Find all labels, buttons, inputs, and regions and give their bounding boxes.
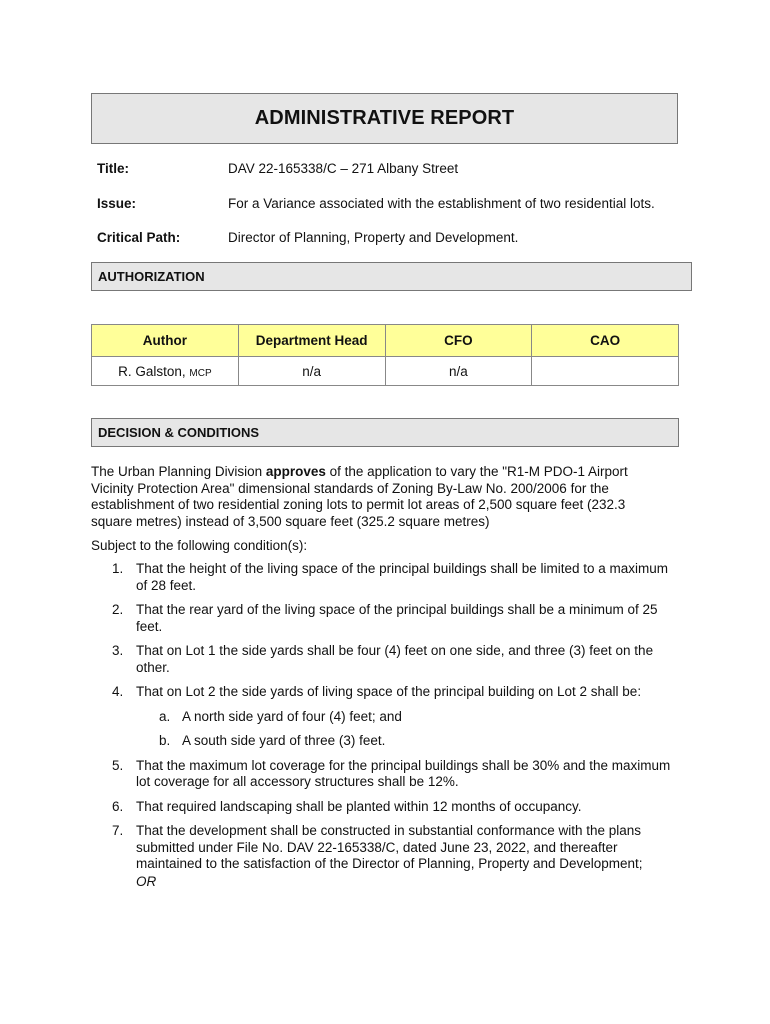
condition-item [91,561,681,594]
cao-header: CAO [532,325,679,357]
authorization-value-row [92,357,679,386]
sub-condition-text: A south side yard of three (3) feet. [182,733,386,748]
condition-number: 5. [112,757,124,773]
condition-text: That the height of the living space of the principal buildings shall be limited to a maximum of 28 feet. [136,561,669,593]
department-head-cell: n/a [238,357,385,386]
decision-intro [91,464,661,530]
sub-condition-item [136,733,681,750]
condition-item [91,684,681,750]
condition-item [91,758,681,791]
authorization-table [91,324,679,386]
condition-item [91,602,681,635]
critical-path-label: Critical Path: [97,230,181,245]
intro-approves: approves [265,464,326,479]
decision-paragraph [91,464,661,530]
sub-condition-text: A north side yard of four (4) feet; and [182,708,402,724]
condition-number: 3. [112,643,124,658]
condition-text: That on Lot 1 the side yards shall be four (4) feet on one side, and three (3) feet on the other. [136,643,654,675]
title-label: Title: [97,161,130,176]
authorization-header-row [92,325,679,357]
author-header: Author [92,325,239,357]
condition-number: 2. [112,602,124,617]
department-head-header: Department Head [238,325,385,357]
critical-path-value: Director of Planning, Property and Development. [228,230,519,245]
condition-item [91,823,681,890]
cfo-cell: n/a [385,357,532,386]
author-credential: MCP [189,367,212,379]
condition-text: That required landscaping shall be planted within 12 months of occupancy. [136,798,582,814]
condition-number: 6. [112,798,124,814]
author-cell [92,357,239,386]
cao-cell [532,357,679,386]
report-header-box [91,93,678,144]
condition-number: 1. [112,561,124,576]
issue-label: Issue: [97,196,137,211]
subject-line: Subject to the following condition(s): [91,538,308,553]
condition-text: That the rear yard of the living space of the principal buildings shall be a minimum of 25 feet. [136,602,658,634]
or-separator: OR [136,873,157,889]
issue-value: For a Variance associated with the establishment of two residential lots. [228,196,655,211]
authorization-section-title: AUTHORIZATION [91,262,692,291]
condition-item [91,799,681,816]
sub-condition-letter: b. [159,733,171,748]
cfo-header: CFO [385,325,532,357]
report-heading: ADMINISTRATIVE REPORT [254,107,515,129]
sub-condition-item [136,709,681,726]
intro-text-start: The Urban Planning Division [91,464,266,479]
condition-text: That the maximum lot coverage for the principal buildings shall be 30% and the maximum lot coverage for all accessory structures shall be 12%. [136,757,671,789]
decision-section-title: DECISION & CONDITIONS [91,418,679,447]
condition-text: That the development shall be constructed in substantial conformance with the plans submitted under File No. DAV 22-165338/C, dated June 23, 2022, and thereafter maintained to the satisfaction of the Director of Planning, Property and Development; [136,823,643,871]
condition-item [91,643,681,676]
condition-text: That on Lot 2 the side yards of living space of the principal building on Lot 2 shall be: [136,684,642,699]
title-value: DAV 22-165338/C – 271 Albany Street [228,161,459,176]
conditions-list [91,561,681,898]
condition-number: 4. [112,684,124,699]
author-name: R. Galston, [118,363,186,379]
condition-number: 7. [112,823,124,838]
intro-text-end: of the application to vary the "R1-M PDO-1 Airport Vicinity Protection Area" dimensional standards of Zoning By-Law No. 200/2006 for the establishment of two residential zoning lots to permit lot areas of 2,500 square feet (232.3 square metres) instead of 3,500 square feet (325.2 square metres) [91,464,628,529]
sub-condition-letter: a. [159,708,171,724]
sub-conditions-list [136,709,681,750]
